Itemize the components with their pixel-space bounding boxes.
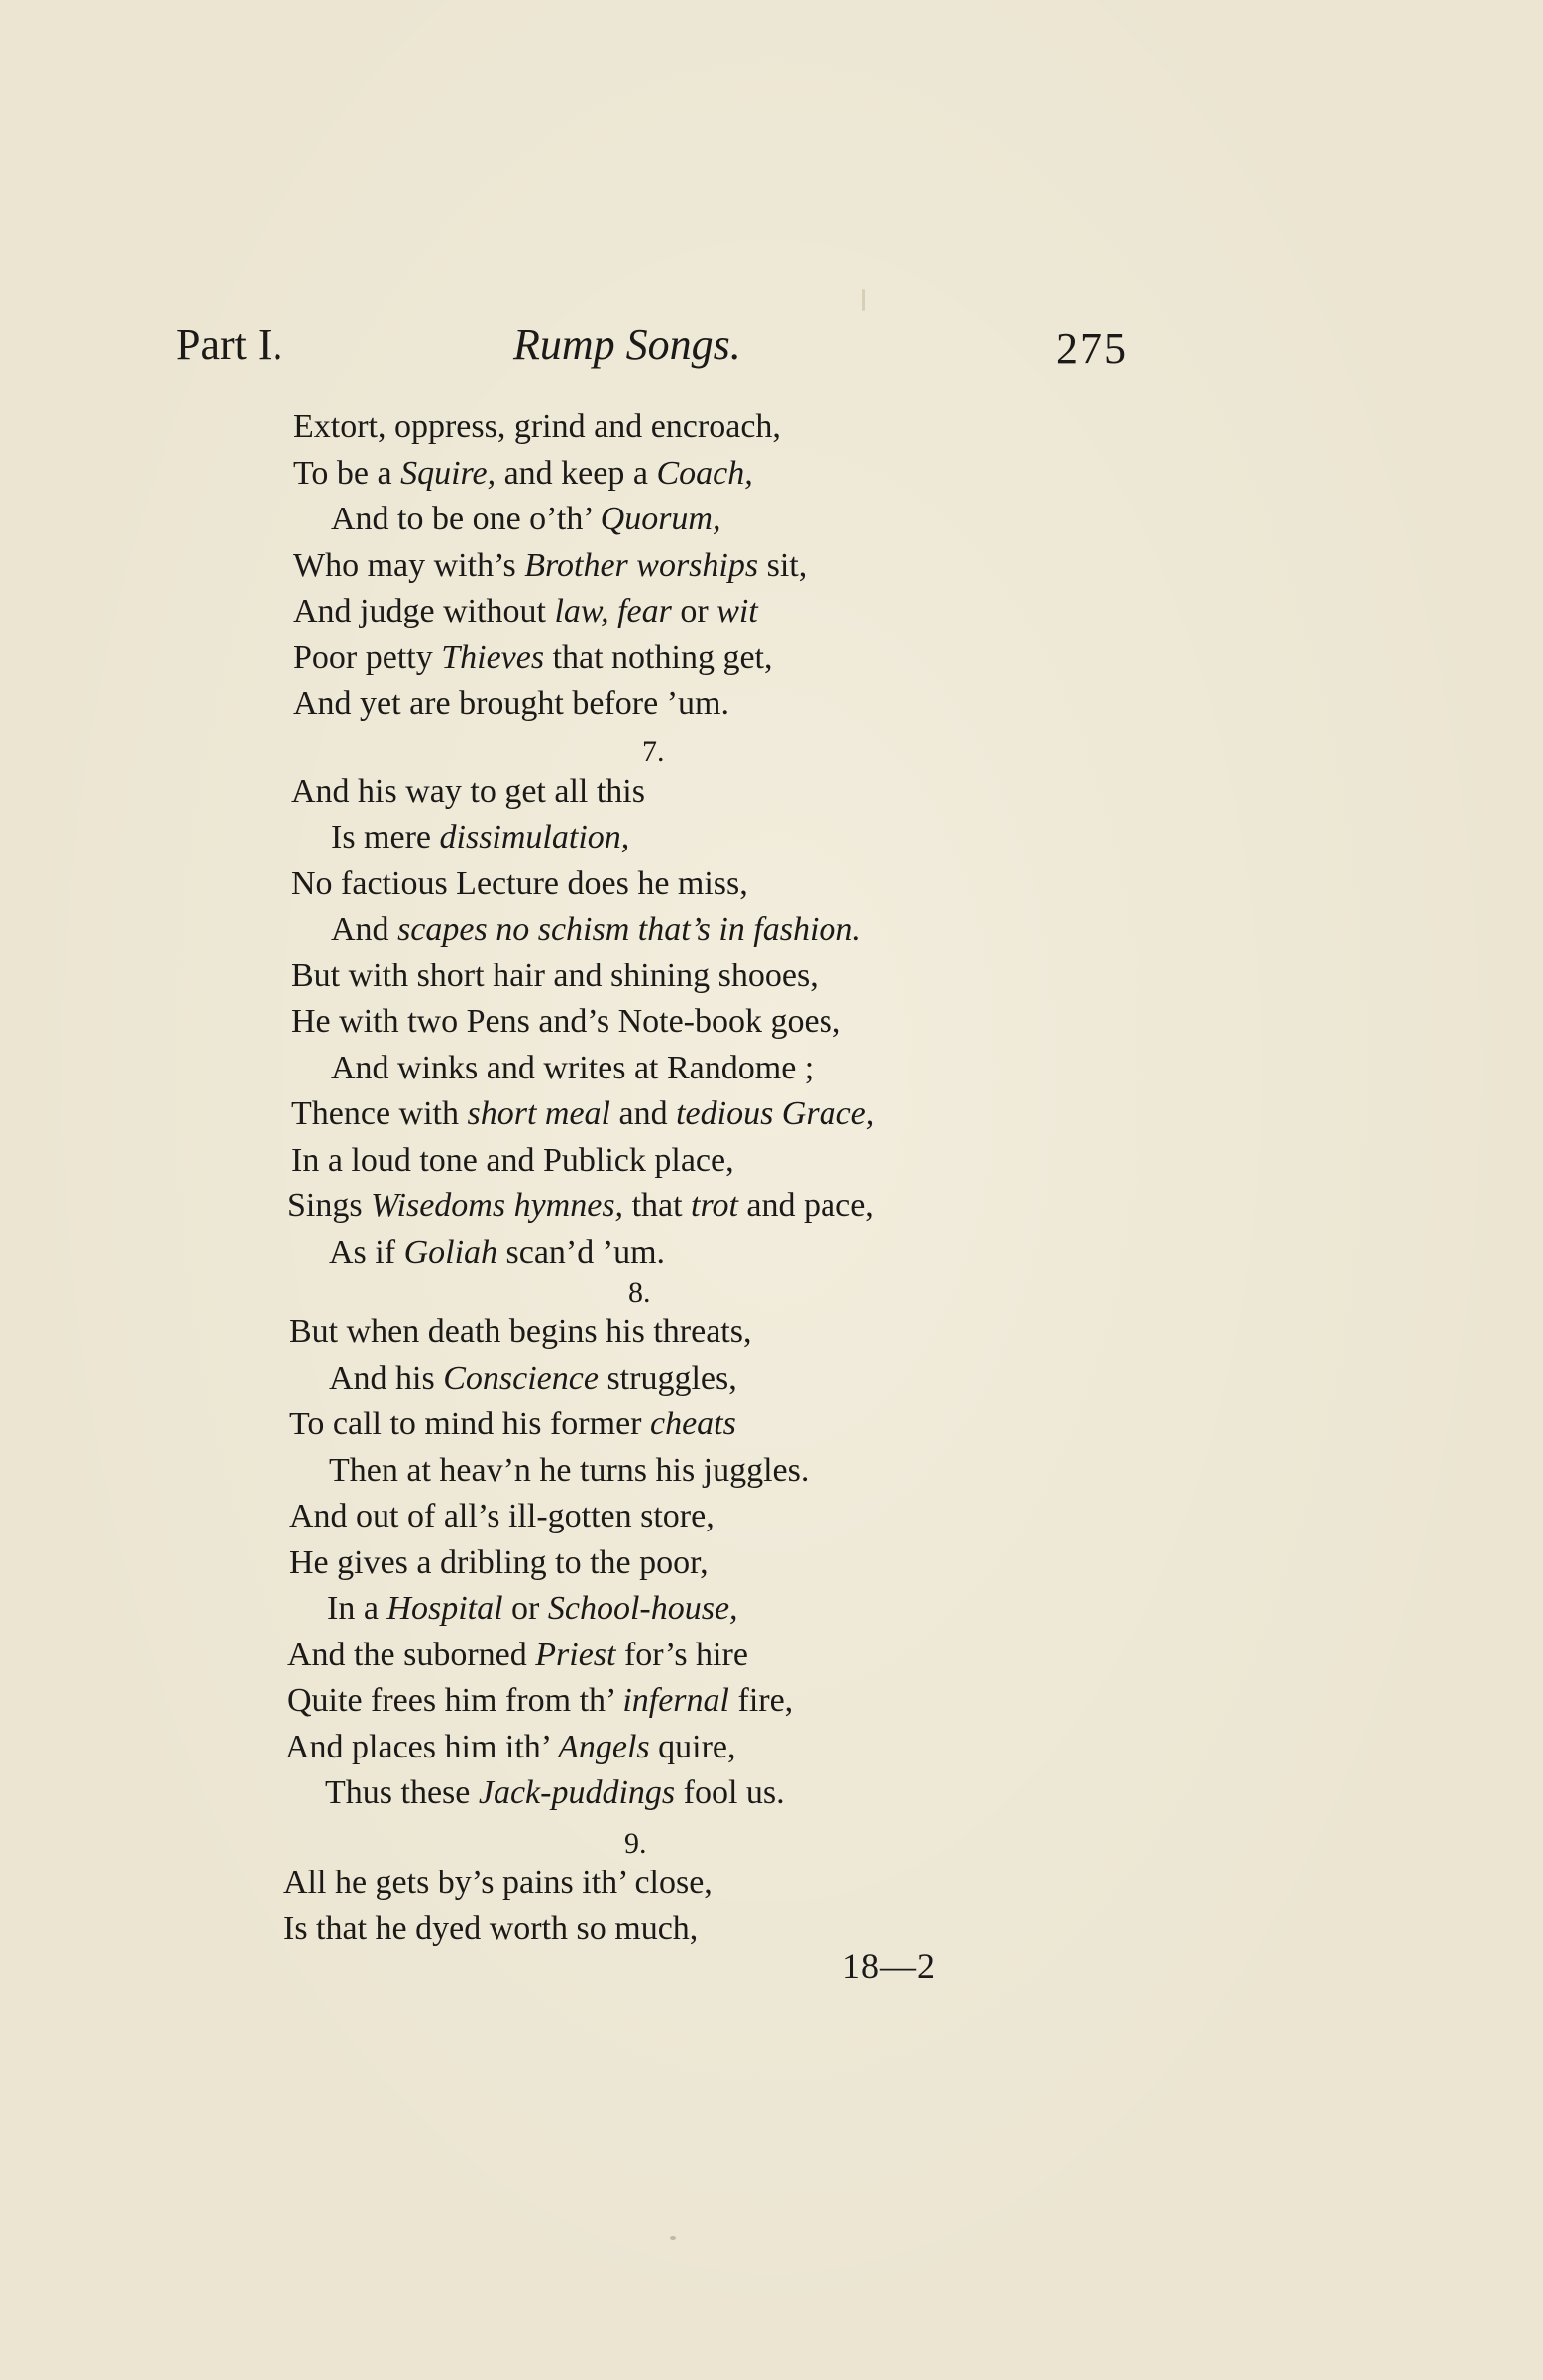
verse-line: To call to mind his former cheats — [289, 1406, 736, 1442]
verse-line: And out of all’s ill-gotten store, — [289, 1498, 715, 1534]
verse-line: Thence with short meal and tedious Grace, — [291, 1095, 875, 1132]
part-label: Part I. — [176, 320, 283, 369]
verse-line: Poor petty Thieves that nothing get, — [293, 638, 773, 676]
verse-line: In a loud tone and Publick place, — [291, 1141, 734, 1179]
verse-line: No factious Lecture does he miss, — [291, 864, 748, 902]
verse-line: As if Goliah scan’d ’um. — [329, 1233, 666, 1271]
page-number: 275 — [1056, 324, 1128, 373]
verse-line: Who may with’s Brother worships sit, — [293, 546, 808, 584]
verse-line: To be a Squire, and keep a Coach, — [293, 454, 753, 492]
verse-line: And places him ith’ Angels quire, — [285, 1728, 736, 1765]
verse-line: Quite frees him from th’ infernal fire, — [287, 1682, 794, 1719]
verse-line: He gives a dribling to the poor, — [289, 1543, 709, 1581]
paper-speck — [670, 2236, 676, 2240]
paper-speck — [862, 289, 865, 311]
verse-line: And his way to get all this — [291, 772, 645, 810]
verse-line: And judge without law, fear or wit — [293, 593, 758, 629]
verse-line: And his Conscience struggles, — [329, 1359, 737, 1397]
verse-line: And the suborned Priest for’s hire — [287, 1636, 748, 1673]
poem-body — [0, 404, 1543, 1953]
running-header — [176, 319, 1128, 379]
stanza-number: 9. — [624, 1826, 647, 1860]
verse-line: And scapes no schism that’s in fashion. — [331, 911, 861, 948]
verse-line: All he gets by’s pains ith’ close, — [283, 1864, 713, 1901]
verse-line: But when death begins his threats, — [289, 1313, 752, 1350]
signature-mark: 18—2 — [842, 1946, 936, 1985]
verse-line: Thus these Jack-puddings fool us. — [325, 1774, 785, 1811]
verse-line: And winks and writes at Randome ; — [331, 1049, 815, 1086]
verse-line: Sings Wisedoms hymnes, that trot and pace, — [287, 1188, 874, 1224]
verse-line: Is that he dyed worth so much, — [283, 1910, 699, 1947]
verse-line: Is mere dissimulation, — [331, 819, 630, 855]
stanza-number: 7. — [642, 735, 665, 768]
verse-line: Extort, oppress, grind and encroach, — [293, 408, 781, 445]
verse-line: But with short hair and shining shooes, — [291, 957, 819, 994]
verse-line: He with two Pens and’s Note-book goes, — [291, 1003, 841, 1040]
stanza-number: 8. — [628, 1276, 651, 1308]
verse-line: And yet are brought before ’um. — [293, 685, 729, 722]
verse-line: In a Hospital or School-house, — [327, 1590, 738, 1627]
book-title: Rump Songs. — [513, 320, 741, 369]
verse-line: And to be one o’th’ Quorum, — [331, 501, 721, 537]
verse-line: Then at heav’n he turns his juggles. — [329, 1451, 810, 1489]
